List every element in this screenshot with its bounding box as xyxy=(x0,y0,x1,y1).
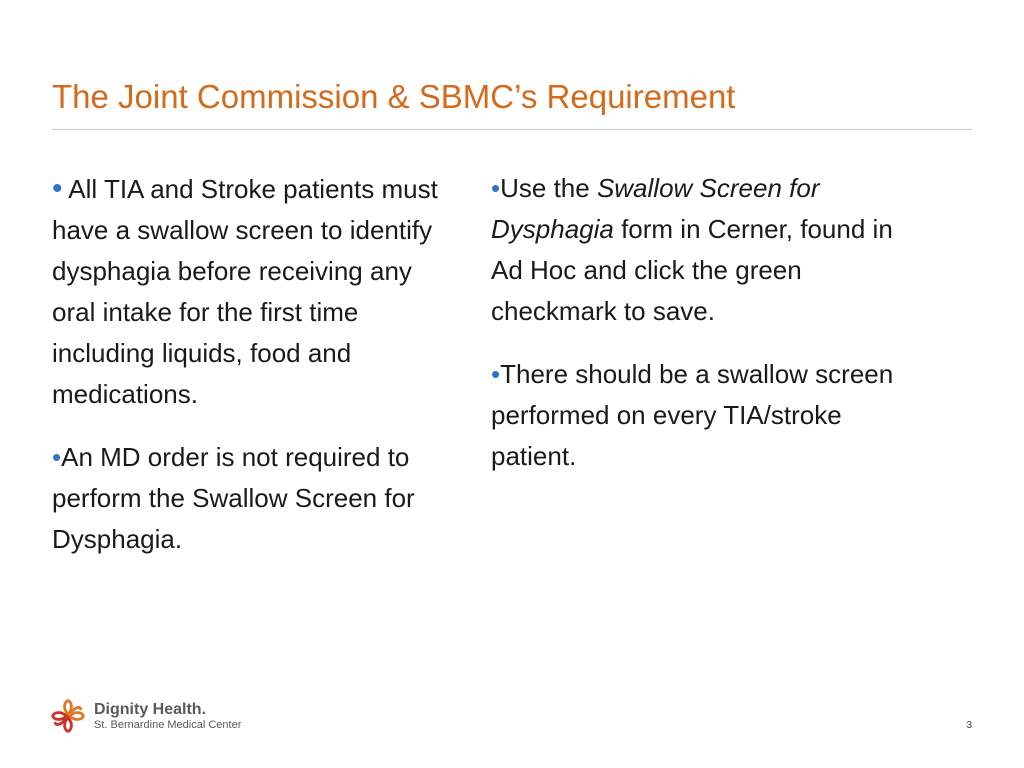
left-bullet-2 xyxy=(52,437,462,560)
left-bullet-2-text: An MD order is not required to perform the Swallow Screen for Dysphagia. xyxy=(52,442,415,554)
logo-text xyxy=(94,701,241,731)
left-bullet-1 xyxy=(52,168,462,415)
right-column xyxy=(491,168,911,499)
bullet-marker: • xyxy=(52,172,63,205)
dignity-health-logo xyxy=(50,696,241,736)
bullet-marker: • xyxy=(491,359,501,389)
title-divider xyxy=(52,129,972,130)
right-bullet-2 xyxy=(491,354,911,477)
logo-subtitle: St. Bernardine Medical Center xyxy=(94,718,242,731)
right-bullet-1 xyxy=(491,168,911,332)
slide-title: The Joint Commission & SBMC’s Requirement xyxy=(52,78,736,115)
right-bullet-1-suffix: form in Cerner, found in Ad Hoc and click the green checkmark to save. xyxy=(491,214,893,326)
page-number: 3 xyxy=(966,720,972,731)
right-bullet-2-text: There should be a swallow screen performed on every TIA/stroke patient. xyxy=(491,359,894,471)
bullet-marker: • xyxy=(52,442,62,472)
dignity-health-star-icon xyxy=(50,698,86,734)
form-name-emphasis: Swallow Screen for Dysphagia xyxy=(491,173,820,244)
left-column xyxy=(52,168,462,582)
right-bullet-1-prefix: Use the xyxy=(500,173,597,203)
left-bullet-1-text: All TIA and Stroke patients must have a swallow screen to identify dysphagia before receiving any oral intake for the first time including liquids, food and medications. xyxy=(52,174,438,409)
bullet-marker: • xyxy=(491,173,501,203)
logo-name: Dignity Health. xyxy=(94,701,207,719)
